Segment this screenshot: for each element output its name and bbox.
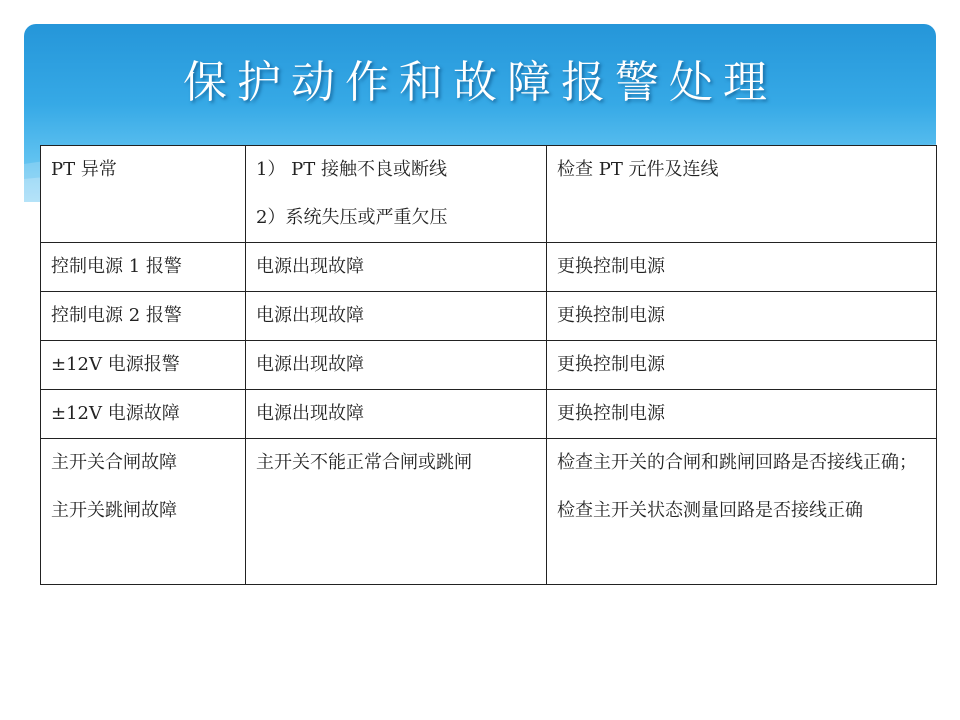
action-cell [547,341,937,390]
action-cell [547,243,937,292]
fault-label: PT 异常 [51,159,117,180]
fault-label: 主开关跳闸故障 [51,500,177,521]
fault-cell [41,243,246,292]
table-row [41,243,937,292]
table-row [41,341,937,390]
fault-label: 控制电源 1 报警 [51,256,182,277]
table-row [41,292,937,341]
cause-cell [246,439,547,585]
table-row [41,390,937,439]
cause-cell [246,243,547,292]
action-label: 检查主开关的合闸和跳闸回路是否接线正确；检查主开关状态测量回路是否接线正确 [557,452,917,521]
action-cell [547,292,937,341]
action-cell [547,146,937,243]
fault-cell [41,146,246,243]
fault-table [40,145,937,585]
fault-cell [41,341,246,390]
action-label: 检查 PT 元件及连线 [557,159,719,180]
cause-label: 2）系统失压或严重欠压 [256,207,448,228]
cause-label: 电源出现故障 [256,256,364,277]
cause-label: 电源出现故障 [256,354,364,375]
cause-label: 1） PT 接触不良或断线 [256,159,448,180]
action-label: 更换控制电源 [557,403,665,424]
fault-label: 主开关合闸故障 [51,452,177,473]
page-title: 保护动作和故障报警处理 [183,57,777,108]
fault-table-container [40,145,936,585]
cause-label: 主开关不能正常合闸或跳闸 [256,452,472,473]
table-row [41,146,937,243]
cause-cell [246,341,547,390]
fault-cell [41,439,246,585]
fault-cell [41,390,246,439]
cause-cell [246,292,547,341]
fault-label: ±12V 电源报警 [51,354,180,375]
fault-label: 控制电源 2 报警 [51,305,182,326]
table-row [41,439,937,585]
cause-label: 电源出现故障 [256,403,364,424]
action-label: 更换控制电源 [557,256,665,277]
fault-label: ±12V 电源故障 [51,403,180,424]
action-cell [547,439,937,585]
action-cell [547,390,937,439]
cause-cell [246,146,547,243]
action-label: 更换控制电源 [557,305,665,326]
cause-label: 电源出现故障 [256,305,364,326]
fault-cell [41,292,246,341]
cause-cell [246,390,547,439]
action-label: 更换控制电源 [557,354,665,375]
